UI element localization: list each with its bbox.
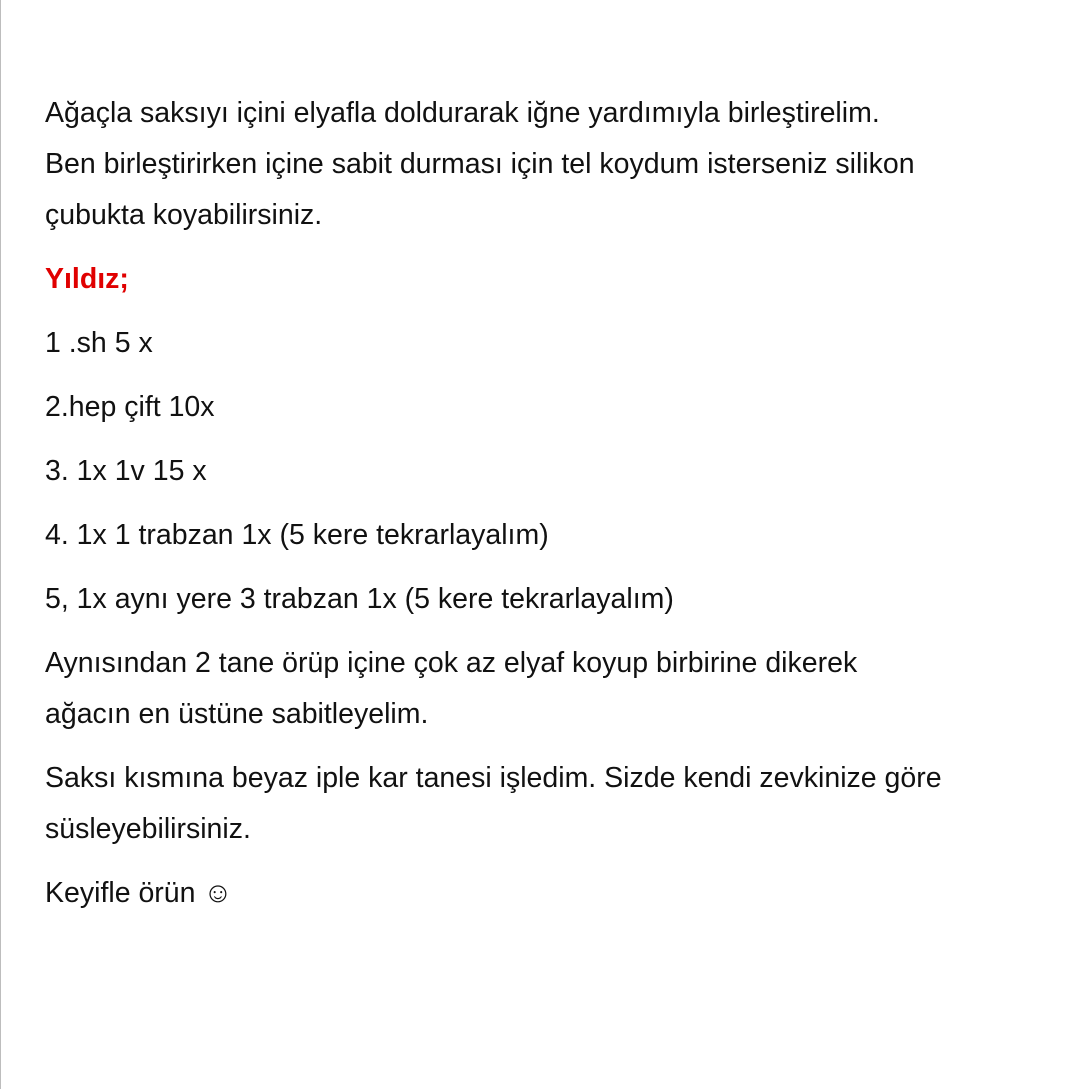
step-1: 1 .sh 5 x — [45, 327, 153, 359]
intro-line: çubukta koyabilirsiniz. — [45, 199, 323, 231]
section-heading: Yıldız; — [45, 263, 129, 295]
assembly-line: ağacın en üstüne sabitleyelim. — [45, 698, 429, 730]
assembly-paragraph — [45, 638, 1065, 740]
decoration-line: Saksı kısmına beyaz iple kar tanesi işledim. Sizde kendi zevkinize göre — [45, 762, 942, 794]
step-5: 5, 1x aynı yere 3 trabzan 1x (5 kere tekrarlayalım) — [45, 583, 674, 615]
document-content — [45, 88, 1065, 919]
decoration-line: süsleyebilirsiniz. — [45, 813, 251, 845]
step-3: 3. 1x 1v 15 x — [45, 455, 207, 487]
assembly-line: Aynısından 2 tane örüp içine çok az elyaf koyup birbirine dikerek — [45, 647, 858, 679]
step-2: 2.hep çift 10x — [45, 391, 215, 423]
intro-paragraph — [45, 88, 1065, 241]
closing-line: Keyifle örün ☺ — [45, 877, 233, 909]
decoration-paragraph — [45, 753, 1065, 855]
intro-line: Ben birleştirirken içine sabit durması için tel koydum isterseniz silikon — [45, 148, 915, 180]
step-4: 4. 1x 1 trabzan 1x (5 kere tekrarlayalım) — [45, 519, 549, 551]
intro-line: Ağaçla saksıyı içini elyafla doldurarak iğne yardımıyla birleştirelim. — [45, 97, 880, 129]
